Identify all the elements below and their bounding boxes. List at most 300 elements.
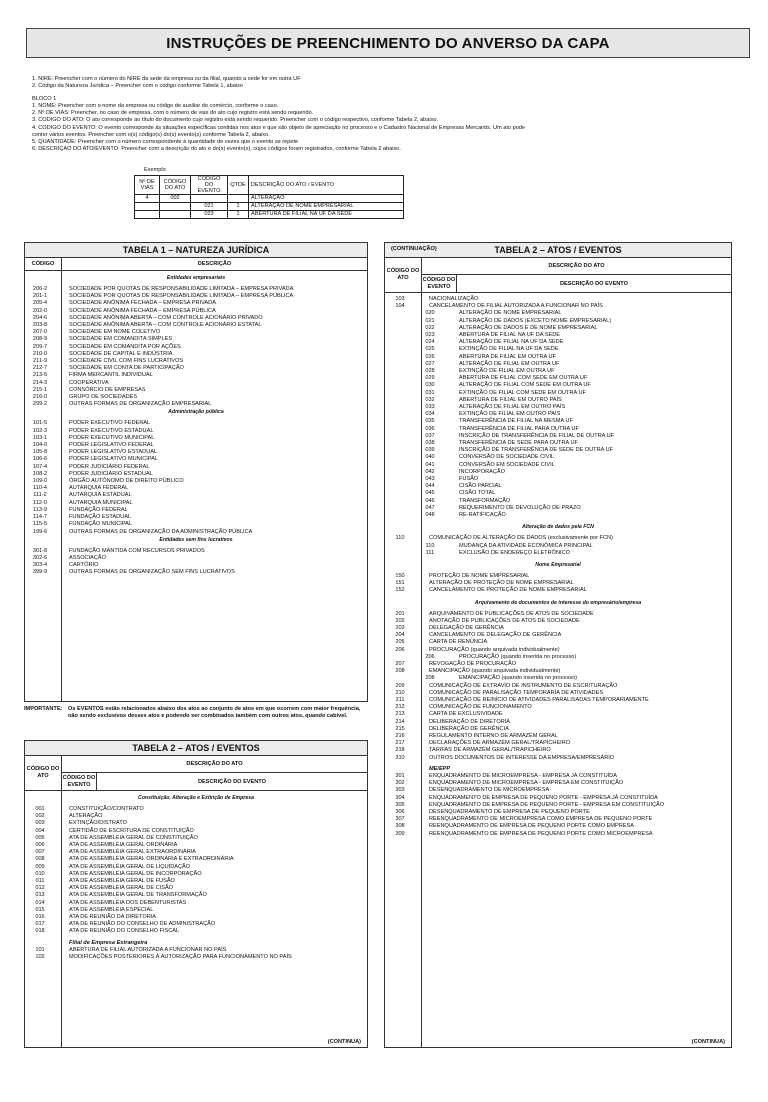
row-desc: ATA DE ASSEMBLÉIA GERAL DE CISÃO — [69, 885, 174, 892]
event-row — [385, 447, 731, 454]
row-desc: CISÃO PARCIAL — [459, 483, 502, 490]
row-code: 043 — [425, 476, 435, 483]
row-code: 022 — [425, 324, 435, 331]
example-header: CÓDIGO DO EVENTO — [191, 176, 228, 195]
row-desc: TRANSFERÊNCIA DE SEDE PARA OUTRA UF — [459, 440, 578, 447]
event-row — [385, 476, 731, 483]
table2cont-col-evento: CÓDIGO DO EVENTO — [422, 275, 457, 292]
row-code: 038 — [425, 440, 435, 447]
bloco-item: 2. Nº DE VIAS: Preencher, no caso de empresa, com o número de vias do ato cujo registro está sendo requerido. — [32, 110, 314, 117]
row-desc: CANCELAMENTO DE DELEGAÇÃO DE GERÊNCIA — [429, 632, 562, 639]
bloco-item: 6. DESCRIÇÃO DO ATO/EVENTO: Preencher com a descrição do ato e do(s) evento(s), cujos códigos foram registrados, conforme Tabela 2 abaixo. — [32, 145, 401, 152]
row-desc: ALTERAÇÃO DE NOME EMPRESARIAL — [459, 310, 562, 317]
row-desc: ATA DE ASSEMBLÉIA GERAL ORDINÁRIA — [69, 842, 178, 849]
row-code: 107-4 — [32, 463, 48, 470]
row-code: 023 — [425, 332, 435, 339]
row-code: 041 — [425, 461, 435, 468]
row-code: 110-4 — [33, 485, 47, 492]
row-code: 102-3 — [32, 427, 48, 434]
row-code: 213-5 — [32, 372, 48, 379]
row-code: 006 — [35, 842, 45, 849]
table-row — [25, 380, 367, 387]
table-row — [25, 387, 367, 394]
table-row — [385, 647, 731, 654]
row-code: 307 — [395, 816, 405, 823]
row-desc: EXCLUSÃO DE ENDEREÇO ELETRÔNICO — [459, 549, 570, 556]
section-heading — [25, 274, 367, 282]
row-desc: PROCURAÇÃO (quando inserida no processo) — [459, 653, 577, 660]
row-desc: ATA DE ASSEMBLÉIA GERAL EXTRAORDINÁRIA — [69, 849, 197, 856]
event-row — [385, 318, 731, 325]
table-row — [25, 456, 367, 463]
row-desc: DELEGAÇÃO DE GERÊNCIA — [429, 624, 504, 631]
row-desc: ALTERAÇÃO DE DADOS (EXCETO NOME EMPRESARIAL) — [459, 317, 612, 324]
event-row — [385, 454, 731, 461]
intro-line: 2. Código da Natureza Jurídica – Preencher com o código conforme Tabela 1, abaixo — [32, 83, 244, 90]
table-row — [25, 300, 367, 307]
event-row — [385, 469, 731, 476]
section-heading — [385, 561, 731, 569]
row-code: 031 — [425, 389, 435, 396]
row-code: 208 — [395, 668, 405, 675]
table2cont-panel — [384, 242, 732, 1048]
row-code: 206 — [425, 653, 435, 660]
row-code: 009 — [35, 863, 45, 870]
row-desc: REENQUADRAMENTO DE EMPRESA DE PEQUENO PORTE COMO EMPRESA — [429, 823, 634, 830]
row-desc: ALTERAÇÃO DE FILIAL EM OUTRO PAÍS — [459, 404, 566, 411]
table2cont-col-ato: CÓDIGO DO ATO — [385, 258, 422, 292]
bloco-item: 4. CÓDIGO DO EVENTO: O evento corresponde às situações específicas contidas nos atos e que são objeto de apreciação no processo e o Cadastro Nacional de Empresas Mercantis. Um ato pode — [32, 124, 526, 131]
row-desc: SOCIEDADE EM NOME COLETIVO — [69, 329, 161, 336]
row-code: 028 — [425, 368, 435, 375]
row-code: 002 — [35, 813, 45, 820]
example-header: QTDE — [228, 176, 249, 195]
table1-header — [25, 258, 367, 271]
example-cell — [135, 211, 160, 219]
table-row — [25, 344, 367, 351]
row-desc: PODER LEGISLATIVO FEDERAL — [69, 442, 154, 449]
table2cont-title: TABELA 2 – ATOS / EVENTOS — [385, 243, 731, 258]
table-row — [385, 611, 731, 618]
bloco-item: conter vários eventos. Preencher com o(s) código(s) do(s) evento(s) conforme Tabela 2, abaixo. — [32, 131, 270, 138]
row-desc: PROTEÇÃO DE NOME EMPRESARIAL — [429, 572, 530, 579]
example-cell: 1 — [228, 203, 249, 211]
event-row — [385, 550, 731, 557]
table1-rows — [25, 274, 367, 577]
table-row — [25, 471, 367, 478]
row-code: 035 — [425, 418, 435, 425]
table2cont-col-desc-evento: DESCRIÇÃO DO EVENTO — [560, 280, 628, 287]
row-desc: NACIONALIZAÇÃO — [429, 296, 479, 302]
row-code: 208 — [425, 675, 435, 682]
table2-panel — [24, 740, 368, 1048]
table-row — [385, 704, 731, 711]
row-desc: PODER EXECUTIVO ESTADUAL — [69, 427, 154, 434]
event-row — [385, 418, 731, 425]
row-code: 207 — [395, 660, 405, 667]
row-code: 025 — [425, 346, 435, 353]
row-code: 003 — [35, 820, 45, 827]
row-desc: ABERTURA DE FILIAL EM OUTRO PAÍS — [459, 396, 562, 403]
row-code: 152 — [395, 587, 405, 594]
table-row — [25, 900, 367, 907]
row-code: 109-0 — [32, 478, 48, 485]
row-desc: Arquivamento de documentos de interesse do empresário/empresa — [474, 599, 642, 606]
row-desc: ASSOCIAÇÃO — [69, 554, 106, 561]
table-row — [25, 500, 367, 507]
row-code: 011 — [35, 878, 45, 885]
row-code: 210 — [395, 689, 405, 696]
row-desc: FUNDAÇÃO ESTADUAL — [69, 514, 132, 521]
example-cell: 1 — [228, 211, 249, 219]
row-desc: OUTRAS FORMAS DE ORGANIZAÇÃO SEM FINS LUCRATIVOS — [69, 569, 235, 576]
row-code: 014 — [35, 899, 45, 906]
row-desc: CANCELAMENTO DE FILIAL AUTORIZADA A FUNCIONAR NO PAÍS — [429, 303, 603, 310]
row-code: 001 — [35, 806, 45, 812]
table-row — [385, 639, 731, 646]
event-row — [385, 512, 731, 519]
table-row — [25, 329, 367, 336]
table-row — [385, 816, 731, 823]
row-code: 102 — [35, 954, 45, 961]
row-code: 217 — [395, 740, 405, 747]
event-row — [385, 675, 731, 682]
row-code: 303-4 — [32, 562, 48, 569]
row-desc: ATA DE ASSEMBLÉIA GERAL DE LIQUIDAÇÃO — [69, 863, 191, 870]
row-desc: SOCIEDADE ANÔNIMA FECHADA – EMPRESA PÚBLICA — [69, 307, 216, 314]
row-code: 206-2 — [32, 286, 48, 292]
row-code: 111-2 — [33, 492, 47, 499]
row-code: 029 — [425, 375, 435, 382]
example-cell: ALTERAÇÃO DE NOME EMPRESARIAL — [249, 203, 404, 211]
row-code: 211 — [395, 696, 405, 703]
table1-col-code: CÓDIGO — [25, 258, 62, 270]
row-desc: ATA DE ASSEMBLÉIA GERAL DE INCORPORAÇÃO — [69, 870, 202, 877]
row-code: 212-7 — [32, 365, 48, 372]
row-code: 012 — [35, 885, 45, 892]
row-desc: REENQUADRAMENTO DE EMPRESA DE PEQUENO PORTE COMO MICROEMPRESA — [429, 830, 653, 837]
table-row — [25, 907, 367, 914]
row-desc: PROCURAÇÃO (quando arquivada individualmente) — [429, 646, 560, 653]
row-desc: Entidades empresariais — [166, 275, 226, 281]
row-desc: TRANSFERÊNCIA DE FILIAL PARA OUTRA UF — [459, 425, 579, 432]
table-row — [385, 780, 731, 787]
table2-col-desc-evento: DESCRIÇÃO DO EVENTO — [198, 778, 266, 785]
row-desc: OUTRAS FORMAS DE ORGANIZAÇÃO EMPRESARIAL — [69, 401, 212, 408]
row-code: 005 — [35, 834, 45, 841]
event-row — [385, 325, 731, 332]
row-code: 202-0 — [32, 307, 48, 314]
row-desc: ATA DE ASSEMBLÉIA GERAL DE TRANSFORMAÇÃO — [69, 892, 207, 899]
table-row — [25, 529, 367, 536]
row-code: 215-1 — [32, 386, 48, 393]
row-desc: ALTERAÇÃO DE FILIAL EM OUTRA UF — [459, 360, 560, 367]
continuation-label: (CONTINUAÇÃO) — [391, 246, 437, 252]
row-desc: CONSTITUIÇÃO/CONTRATO — [69, 806, 144, 812]
row-desc: DECLARAÇÕES DE ARMAZÉM GERAL/TRAPICHEIRO — [429, 740, 571, 747]
event-row — [385, 354, 731, 361]
row-code: 033 — [425, 404, 435, 411]
row-code: 299-2 — [32, 401, 48, 408]
table-row — [385, 809, 731, 816]
row-code: 115-5 — [33, 521, 47, 528]
row-code: 304 — [395, 794, 405, 801]
table-row — [25, 442, 367, 449]
row-desc: SOCIEDADE ANÔNIMA ABERTA – COM CONTROLE ACIONÁRIO ESTATAL — [69, 322, 262, 329]
row-desc: ALTERAÇÃO DE DADOS E DE NOME EMPRESARIAL — [459, 324, 598, 331]
row-desc: REQUERIMENTO DE DEVOLUÇÃO DE PRAZO — [459, 504, 581, 511]
example-cell: 023 — [191, 211, 228, 219]
row-desc: SOCIEDADE ANÔNIMA FECHADA – EMPRESA PRIVADA — [69, 300, 216, 307]
table-row — [25, 464, 367, 471]
row-desc: CERTIDÃO DE ESCRITURA DE CONSTITUIÇÃO — [69, 827, 194, 834]
example-cell — [228, 195, 249, 203]
row-code: 046 — [425, 497, 435, 504]
example-cell — [135, 203, 160, 211]
group-label — [385, 766, 731, 773]
table-row — [25, 507, 367, 514]
row-desc: SOCIEDADE EM COMANDITA SIMPLES — [69, 336, 173, 343]
row-code: 017 — [35, 921, 45, 928]
table-row — [25, 835, 367, 842]
row-desc: AUTARQUIA ESTADUAL — [69, 492, 132, 499]
row-code: 036 — [425, 425, 435, 432]
row-code: 016 — [35, 914, 45, 921]
row-desc: ATA DE REUNIÃO DA DIRETORIA — [69, 914, 157, 921]
row-code: 204-6 — [32, 314, 48, 321]
event-row — [385, 368, 731, 375]
row-desc: ALTERAÇÃO DE FILIAL NA UF DA SEDE — [459, 339, 564, 346]
row-desc: COMUNICAÇÃO DE PARALISAÇÃO TEMPORÁRIA DE ATIVIDADES — [429, 689, 604, 696]
row-code: 037 — [425, 432, 435, 439]
row-desc: SOCIEDADE EM COMANDITA POR AÇÕES — [69, 343, 181, 350]
row-desc: ÓRGÃO AUTÔNOMO DE DIREITO PÚBLICO — [69, 478, 184, 485]
row-desc: ATA DE ASSEMBLÉIA DOS DEBENTURISTAS — [69, 899, 187, 906]
event-row — [385, 462, 731, 469]
row-desc: INCORPORAÇÃO — [459, 468, 505, 475]
row-desc: ABERTURA DE FILIAL AUTORIZADA A FUNCIONAR NO PAÍS — [69, 946, 227, 953]
row-code: 104 — [395, 303, 405, 310]
row-code: 302-6 — [32, 554, 48, 561]
row-desc: TARIFAS DE ARMAZÉM GERAL/TRAPICHEIRO — [429, 747, 551, 754]
row-code: 010 — [35, 870, 45, 877]
row-code: 042 — [425, 468, 435, 475]
row-code: 216 — [395, 732, 405, 739]
example-cell — [160, 211, 191, 219]
row-desc: FUNDAÇÃO MANTIDA COM RECURSOS PRIVADOS — [69, 547, 205, 554]
table-row — [25, 485, 367, 492]
row-code: 040 — [425, 454, 435, 461]
row-code: 306 — [395, 809, 405, 815]
row-desc: REGULAMENTO INTERNO DE ARMAZÉM GERAL — [429, 732, 558, 739]
row-code: 216-0 — [32, 394, 48, 401]
row-desc: CONVERSÃO DE SOCIEDADE CIVIL — [459, 454, 555, 461]
row-desc: ARQUIVAMENTO DE PUBLICAÇÕES DE ATOS DE SOCIEDADE — [429, 610, 594, 617]
row-desc: RE-RATIFICAÇÃO — [459, 512, 506, 519]
row-code: 399-9 — [32, 569, 48, 576]
section-heading — [25, 536, 367, 544]
row-code: 039 — [425, 447, 435, 454]
table2-col-desc-ato: DESCRIÇÃO DO ATO — [186, 761, 243, 767]
row-desc: DELIBERAÇÃO DE GERÊNCIA — [429, 725, 509, 732]
row-code: 103-1 — [32, 434, 48, 441]
table-row — [25, 428, 367, 435]
row-desc: PODER LEGISLATIVO MUNICIPAL — [69, 456, 159, 463]
row-code: 013 — [35, 892, 45, 899]
event-row — [385, 490, 731, 497]
row-code: 205 — [395, 639, 405, 646]
important-label: IMPORTANTE: — [24, 706, 63, 712]
row-desc: REVOGAÇÃO DE PROCURAÇÃO — [429, 660, 517, 667]
table-row — [25, 947, 367, 954]
example-cell: ALTERAÇÃO — [249, 195, 404, 203]
table2-col-evento: CÓDIGO DO EVENTO — [62, 773, 97, 790]
row-desc: ATA DE ASSEMBLÉIA GERAL DE CONSTITUIÇÃO — [69, 834, 198, 841]
row-desc: DESENQUADRAMENTO DE EMPRESA DE PEQUENO PORTE — [429, 809, 590, 815]
row-desc: SOCIEDADE POR QUOTAS DE RESPONSABILIDADE LIMITADA – EMPRESA PÚBLICA — [69, 293, 294, 300]
row-code: 045 — [425, 490, 435, 497]
table-row — [385, 795, 731, 802]
event-row — [385, 498, 731, 505]
row-code: 305 — [395, 801, 405, 808]
row-code: 303 — [395, 787, 405, 794]
row-code: 007 — [35, 849, 45, 856]
table-row — [25, 336, 367, 343]
table-row — [25, 864, 367, 871]
event-row — [385, 505, 731, 512]
row-code: 112-0 — [33, 499, 47, 506]
row-code: 026 — [425, 353, 435, 360]
row-code: 203-8 — [32, 322, 48, 329]
row-code: 108-2 — [32, 470, 48, 477]
row-desc: ATA DE REUNIÃO DO CONSELHO FISCAL — [69, 928, 180, 935]
event-row — [385, 433, 731, 440]
table-row — [385, 683, 731, 690]
table2-title: TABELA 2 – ATOS / EVENTOS — [25, 741, 367, 756]
table-row — [25, 449, 367, 456]
row-code: 047 — [425, 504, 435, 511]
row-desc: SOCIEDADE ANÔNIMA ABERTA – COM CONTROLE ACIONÁRIO PRIVADO — [69, 314, 263, 321]
row-desc: Filial de Empresa Estrangeira — [69, 939, 148, 946]
table-row — [385, 711, 731, 718]
section-heading — [25, 794, 367, 802]
row-desc: OUTROS DOCUMENTOS DE INTERESSE DA EMPRESA/EMPRESÁRIO — [429, 754, 615, 761]
row-code: 004 — [35, 827, 45, 834]
row-desc: ALTERAÇÃO DE FILIAL COM SEDE EM OUTRA UF — [459, 382, 591, 389]
row-desc: EXTINÇÃO DE FILIAL COM SEDE EM OUTRA UF — [459, 389, 586, 396]
row-desc: SOCIEDADE EM CONTA DE PARTICIPAÇÃO — [69, 365, 184, 372]
table-row — [25, 521, 367, 528]
event-row — [385, 483, 731, 490]
table2cont-footer: (CONTINUA) — [691, 1039, 725, 1045]
event-row — [385, 390, 731, 397]
row-desc: Constituição, Alteração e Extinção de Empresa — [138, 795, 254, 801]
bloco-item: 3. CÓDIGO DO ATO: O ato corresponde ao título do documento cujo registro está sendo requerido. Preencher com o código respectivo, conforme Tabela 2, abaixo. — [32, 117, 439, 124]
row-code: 212 — [395, 704, 405, 711]
row-desc: EMANCIPAÇÃO (quando arquivada individualmente) — [429, 668, 561, 675]
row-desc: ATA DE ASSEMBLÉIA GERAL DE FUSÃO — [69, 878, 175, 885]
row-code: 202 — [395, 617, 405, 624]
row-desc: GRUPO DE SOCIEDADES — [69, 394, 138, 401]
table-row — [385, 719, 731, 726]
row-desc: PODER JUDICIÁRIO FEDERAL — [69, 463, 150, 470]
row-code: 204 — [395, 632, 405, 639]
example-cell: ABERTURA DE FILIAL NA UF DA SEDE — [249, 211, 404, 219]
table-row — [25, 856, 367, 863]
row-desc: CARTA DE EXCLUSIVIDADE — [429, 711, 503, 718]
important-note — [24, 706, 366, 720]
row-code: 210-0 — [32, 350, 48, 357]
instructions — [32, 76, 738, 153]
row-desc: SOCIEDADE DE CAPITAL E INDÚSTRIA — [69, 350, 173, 357]
row-desc: INSCRIÇÃO DE TRANSFERÊNCIA DE SEDE DE OUTRA UF — [459, 447, 614, 454]
table-row — [385, 690, 731, 697]
table-row — [385, 787, 731, 794]
row-code: 302 — [395, 780, 405, 787]
row-code: 114-7 — [33, 514, 47, 521]
table-row — [25, 308, 367, 315]
row-code: 030 — [425, 382, 435, 389]
event-row — [385, 397, 731, 404]
row-desc: EXTINÇÃO DE FILIAL EM OUTRO PAÍS — [459, 411, 561, 418]
row-code: 214-3 — [32, 379, 48, 386]
group-label — [25, 940, 367, 947]
row-code: 308 — [395, 823, 405, 830]
row-code: 201-1 — [32, 293, 48, 300]
row-desc: COMUNICAÇÃO DE REINÍCIO DE ATIVIDADES PARALISADAS TEMPORARIAMENTE — [429, 696, 649, 703]
row-code: 110 — [425, 542, 435, 549]
row-desc: FUNDAÇÃO MUNICIPAL — [69, 521, 132, 528]
row-code: 101 — [35, 946, 45, 953]
important-text: Os EVENTOS estão relacionados abaixo dos atos ao conjunto de atos em que ocorrem com maior frequência, não sendo exclusivos desses atos e podendo ser combinados também com outros atos, quando cabível. — [68, 706, 361, 719]
row-code: 020 — [425, 310, 435, 317]
row-desc: COOPERATIVA — [69, 379, 109, 386]
bloco-title: BLOCO 1 — [32, 96, 57, 103]
row-desc: CARTÓRIO — [69, 562, 99, 569]
table-row — [385, 618, 731, 625]
table2-rows — [25, 794, 367, 961]
row-code: 104-0 — [32, 442, 48, 449]
row-desc: SOCIEDADE POR QUOTAS DE RESPONSABILIDADE LIMITADA – EMPRESA PRIVADA — [69, 286, 294, 292]
section-heading — [385, 523, 731, 531]
table-row — [25, 401, 367, 408]
row-desc: FUNDAÇÃO FEDERAL — [69, 506, 128, 513]
row-desc: ABERTURA DE FILIAL EM OUTRA UF — [459, 353, 556, 360]
row-code: 203 — [395, 624, 405, 631]
table-row — [25, 372, 367, 379]
row-desc: Administração pública — [168, 409, 224, 416]
row-desc: ME/EPP — [429, 765, 451, 772]
row-code: 032 — [425, 396, 435, 403]
row-code: 213 — [395, 711, 405, 718]
row-desc: ENQUADRAMENTO DE MICROEMPRESA - EMPRESA JÁ CONSTITUÍDA — [429, 772, 617, 779]
table-row — [25, 954, 367, 961]
example-header: DESCRIÇÃO DO ATO / EVENTO — [249, 176, 404, 195]
bloco-item: 1. NOME: Preencher com o nome da empresa ou código de auxiliar do comércio, conforme o caso. — [32, 103, 279, 110]
table2cont-rows — [385, 296, 731, 838]
table-row — [25, 351, 367, 358]
example-cell: 4 — [135, 195, 160, 203]
row-desc: EMANCIPAÇÃO (quando inserida no processo) — [459, 675, 578, 682]
row-desc: DESENQUADRAMENTO DE MICROEMPRESA — [429, 787, 550, 794]
row-desc: PODER LEGISLATIVO ESTADUAL — [69, 449, 158, 456]
row-code: 209 — [395, 682, 405, 689]
row-desc: AUTARQUIA MUNICIPAL — [69, 499, 133, 506]
row-desc: ATA DE REUNIÃO DO CONSELHO DE ADMINISTRAÇÃO — [69, 921, 216, 928]
section-heading — [385, 599, 731, 607]
table-row — [25, 828, 367, 835]
table2-footer: (CONTINUA) — [327, 1039, 361, 1045]
